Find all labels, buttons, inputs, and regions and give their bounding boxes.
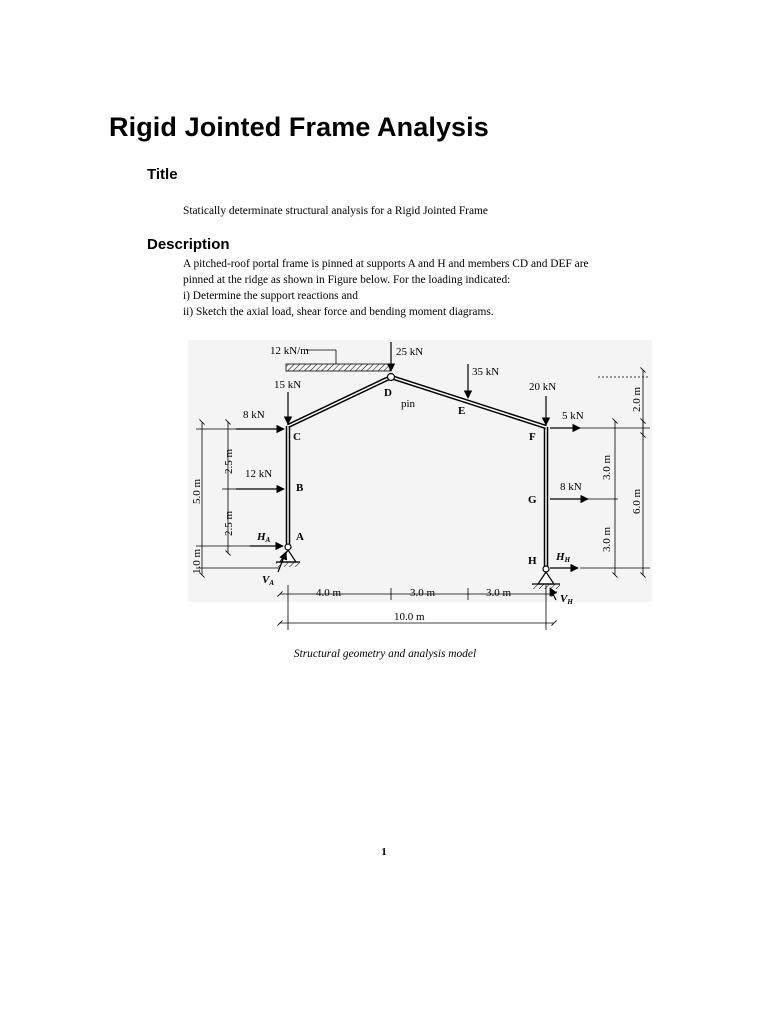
c-horizontal-load-label: 8 kN bbox=[243, 409, 265, 421]
description-text bbox=[183, 256, 653, 320]
va-reaction-label: VA bbox=[262, 574, 275, 587]
dim-right-upper: 3.0 m bbox=[601, 454, 613, 480]
b-horizontal-load-label: 12 kN bbox=[245, 468, 273, 480]
node-b-label: B bbox=[296, 482, 304, 494]
dim-left-total: 5.0 m bbox=[191, 478, 203, 504]
dim-left-base: 1.0 m bbox=[191, 548, 203, 574]
hh-reaction-label: HH bbox=[556, 551, 571, 564]
page-number: 1 bbox=[381, 846, 387, 858]
dim-left-upper: 2.5 m bbox=[223, 448, 235, 474]
document-title: Rigid Jointed Frame Analysis bbox=[109, 112, 489, 142]
f-horizontal-load-label: 5 kN bbox=[562, 410, 584, 422]
dim-left-lower: 2.5 m bbox=[223, 510, 235, 536]
dim-span-right: 3.0 m bbox=[486, 587, 512, 599]
title-section-text: Statically determinate structural analysis for a Rigid Jointed Frame bbox=[183, 205, 488, 217]
dim-right-total: 6.0 m bbox=[631, 488, 643, 514]
frame-diagram bbox=[188, 340, 652, 623]
f-vertical-load-label: 20 kN bbox=[529, 381, 557, 393]
node-e-label: E bbox=[458, 405, 466, 417]
vh-reaction-label: VH bbox=[560, 593, 573, 606]
node-d-label: D bbox=[384, 387, 392, 399]
ha-reaction-label: HA bbox=[257, 531, 271, 544]
node-g-label: G bbox=[528, 494, 537, 506]
description-section-heading: Description bbox=[147, 236, 230, 253]
pin-label: pin bbox=[401, 398, 416, 410]
node-h-label: H bbox=[528, 555, 537, 567]
node-a-label: A bbox=[296, 531, 304, 543]
description-line: ii) Sketch the axial load, shear force and bending moment diagrams. bbox=[183, 306, 494, 318]
description-line: A pitched-roof portal frame is pinned at supports A and H and members CD and DEF are bbox=[183, 258, 589, 270]
description-line: pinned at the ridge as shown in Figure below. For the loading indicated: bbox=[183, 274, 511, 286]
figure-caption-text: Structural geometry and analysis model bbox=[293, 648, 477, 660]
frame-figure bbox=[188, 340, 652, 623]
node-f-label: F bbox=[529, 431, 536, 443]
g-horizontal-load-label: 8 kN bbox=[560, 481, 582, 493]
node-c-label: C bbox=[293, 431, 301, 443]
dim-span-total: 10.0 m bbox=[394, 611, 425, 623]
dim-span-left: 4.0 m bbox=[316, 587, 342, 599]
title-section-heading: Title bbox=[147, 166, 178, 183]
udl-label: 12 kN/m bbox=[270, 345, 309, 357]
dim-right-top: 2.0 m bbox=[631, 386, 643, 412]
figure-caption bbox=[0, 648, 768, 660]
dim-span-mid: 3.0 m bbox=[410, 587, 436, 599]
ridge-load-label: 25 kN bbox=[396, 346, 424, 358]
e-load-label: 35 kN bbox=[472, 366, 500, 378]
ridge-pin bbox=[388, 374, 395, 381]
c-vertical-load-label: 15 kN bbox=[274, 379, 302, 391]
dim-right-lower: 3.0 m bbox=[601, 526, 613, 552]
description-line: i) Determine the support reactions and bbox=[183, 290, 358, 302]
